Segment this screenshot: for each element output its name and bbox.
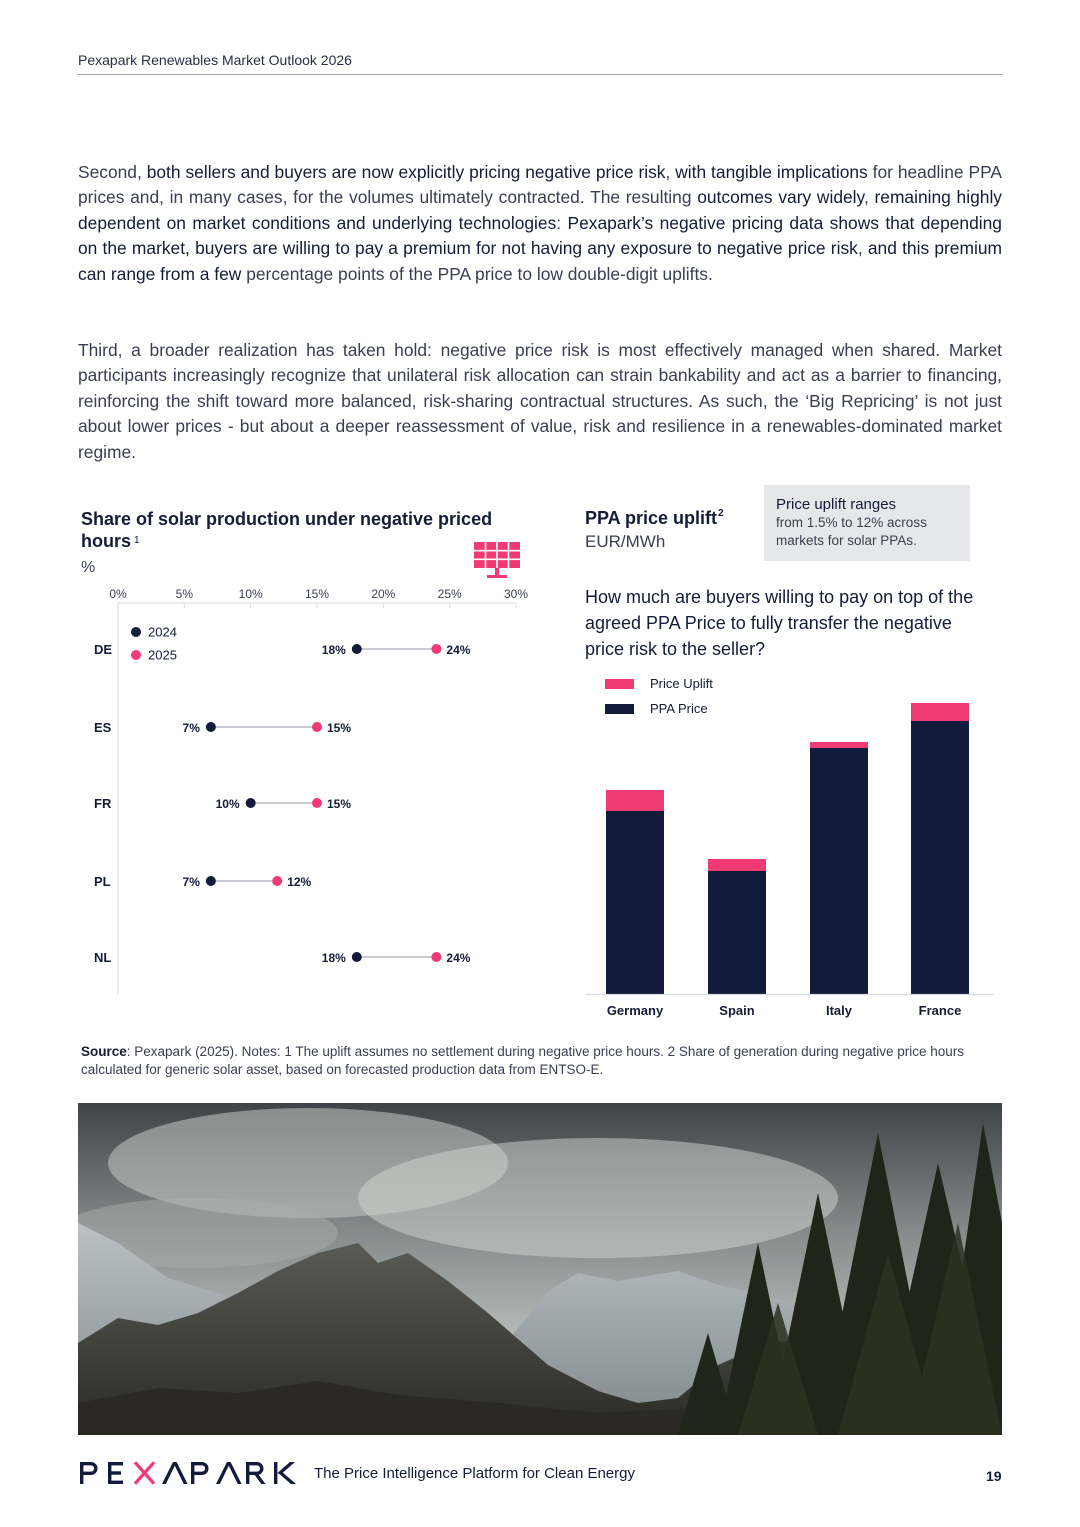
x-tick-label: 5% [175, 587, 194, 601]
right-chart-title: PPA price uplift$^2$ [585, 508, 724, 528]
bar-ppa-price [810, 748, 868, 994]
value-label-2024: 18% [321, 643, 346, 657]
category-label: Germany [606, 1003, 664, 1018]
left-chart-title: Share of solar production under negative priced hours $^1$ [81, 509, 493, 551]
bar-price-uplift [911, 703, 969, 721]
right-chart-question: How much are buyers willing to pay on top of the agreed PPA Price to fully transfer the negative price risk to the seller? [585, 587, 974, 659]
value-label-2024: 7% [182, 721, 200, 735]
value-label-2024: 7% [182, 875, 200, 889]
category-label: Spain [719, 1003, 755, 1018]
category-label: DE [94, 642, 113, 657]
body-text: for headline PPA prices and, in many cases, for the volumes ultimately contracted. The resulting [78, 162, 1002, 208]
bar-ppa-price [606, 811, 664, 994]
source-text: : Pexapark (2025). Notes: 1 The uplift assumes no settlement during negative price hours. 2 Share of generation during negative price hours calculated for generic solar asset, based on forecasted production data from ENTSO-E. [81, 1044, 965, 1077]
bar-price-uplift [708, 859, 766, 871]
emphasis-text: and this premium can range from a few [78, 238, 1002, 284]
emphasis-text: both sellers and buyers are now explicitly pricing negative price risk [146, 162, 666, 182]
value-label-2025: 12% [287, 875, 312, 889]
uplift-callout-heading: Price uplift ranges [776, 496, 897, 513]
body-text: , [857, 238, 868, 259]
body-text: percentage points of the PPA price to low double-digit uplifts. [241, 263, 713, 284]
value-label-2025: 15% [327, 721, 352, 735]
bar-ppa-price [911, 721, 969, 994]
value-label-2024: 10% [215, 797, 240, 811]
category-label: ES [94, 720, 112, 735]
uplift-callout-text: from 1.5% to 12% across markets for solar PPAs. [776, 515, 927, 548]
legend-label: 2024 [148, 624, 177, 640]
emphasis-text: remaining highly dependent on market conditions and underlying technologies [78, 187, 1002, 233]
emphasis-text: Pexapark’s negative pricing data shows that depending on the market, buyers are willing to pay a premium for not having any exposure to negative price risk [78, 212, 1002, 259]
value-label-2025: 15% [327, 797, 352, 811]
bar-price-uplift [606, 790, 664, 811]
body-paragraph-2: Third, a broader realization has taken hold: negative price risk is most effectively managed when shared. Market participants increasingly recognize that unilateral risk allocation can strain bankability and act as a barrier to financing, reinforcing the shift toward more balanced, risk-sharing contractual structures. As such, the ‘Big Repricing’ is not just about lower prices - but about a deeper reassessment of value, risk and resilience in a renewables-dominated market regime. [78, 340, 1002, 462]
report-title: Pexapark Renewables Market Outlook 2026 [78, 52, 352, 68]
x-tick-label: 30% [503, 587, 529, 601]
category-label: FR [94, 796, 112, 811]
body-text: , [665, 162, 676, 182]
emphasis-text: outcomes vary widely [697, 187, 864, 208]
x-tick-label: 15% [304, 587, 330, 601]
body-text: Second, [78, 162, 147, 182]
x-tick-label: 10% [238, 587, 263, 601]
value-label-2024: 18% [321, 951, 346, 965]
value-label-2025: 24% [446, 951, 471, 965]
bar-price-uplift [810, 742, 868, 748]
left-chart-unit: % [81, 559, 96, 576]
bar-ppa-price [708, 871, 766, 994]
source-note [81, 1043, 1001, 1079]
body-text: : [556, 212, 568, 233]
right-chart-unit: EUR/MWh [585, 532, 666, 551]
category-label: France [918, 1003, 962, 1018]
value-label-2025: 24% [446, 643, 471, 657]
legend-label: 2025 [148, 647, 177, 663]
emphasis-text: with tangible implications [675, 162, 868, 182]
pexapark-logo [78, 1458, 304, 1488]
category-label: PL [94, 874, 111, 889]
footnote-marker: 1 [134, 535, 140, 546]
category-label: NL [94, 950, 112, 965]
body-text: , [863, 187, 875, 208]
x-tick-label: 0% [109, 587, 127, 601]
x-tick-label: 20% [371, 587, 396, 601]
mountain-landscape-photo [78, 1103, 1002, 1435]
category-label: Italy [825, 1003, 853, 1018]
legend-label: Price Uplift [650, 676, 713, 691]
footer-tagline: The Price Intelligence Platform for Clean Energy [314, 1465, 635, 1482]
legend-label: PPA Price [650, 701, 708, 716]
source-label: Source [81, 1044, 127, 1059]
footnote-marker: 2 [718, 508, 724, 519]
x-tick-label: 25% [437, 587, 462, 601]
page-number: 19 [986, 1468, 1002, 1484]
